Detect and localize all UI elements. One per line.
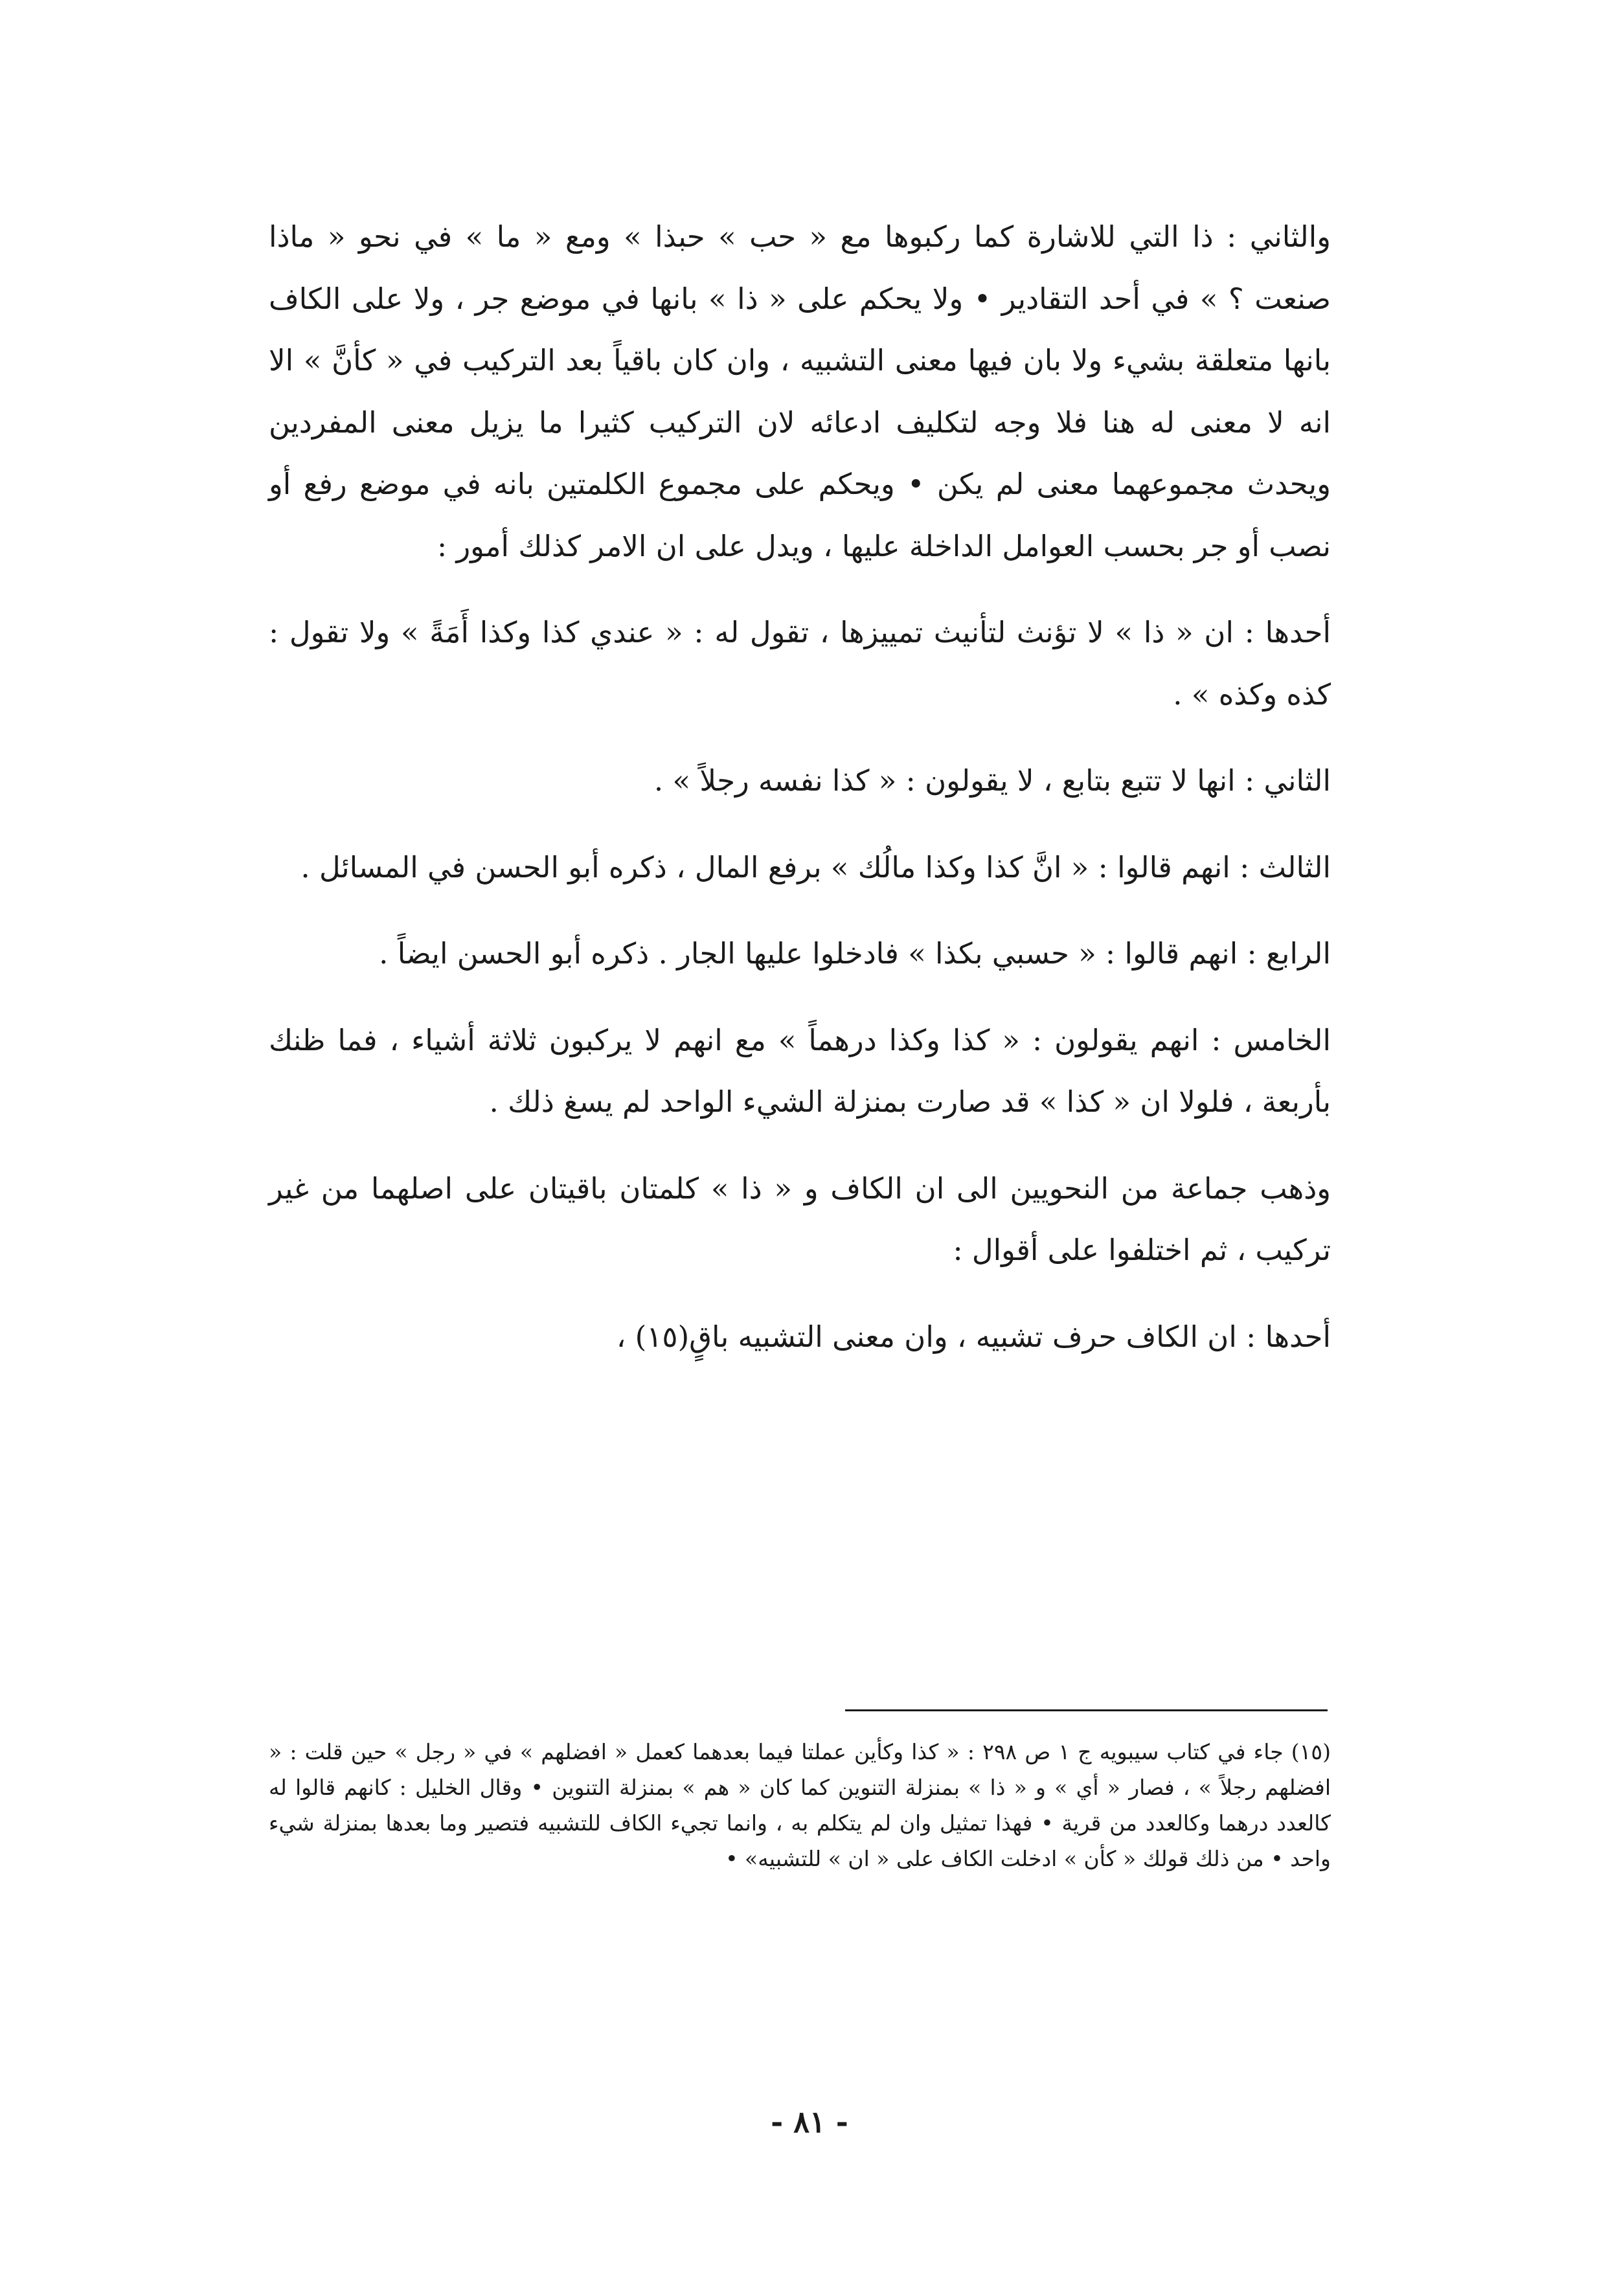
footnotes xyxy=(269,1734,1331,1876)
paragraph-third-evidence: الثالث : انهم قالوا : « انَّ كذا وكذا مالُك » برفع المال ، ذكره أبو الحسن في المسائل . xyxy=(300,850,1331,884)
paragraph-second-view: والثاني : ذا التي للاشارة كما ركبوها مع « حب » حبذا » ومع « ما » في نحو « ماذا صنعت ؟ » في أحد التقادير • ولا يحكم على « ذا » بانها في موضع جر ، ولا على الكاف بانها متعلقة بشيء ولا بان فيها معنى التشبيه ، وان كان باقياً بعد التركيب في « كأنَّ » الا انه لا معنى له هنا فلا وجه لتكليف ادعائه لان التركيب كثيرا ما يزيل معنى المفردين ويحدث مجموعهما معنى لم يكن • ويحكم على مجموع الكلمتين بانه في موضع رفع أو نصب أو جر بحسب العوامل الداخلة عليها ، ويدل على ان الامر كذلك أمور : xyxy=(269,219,1331,563)
paragraph-second-evidence: الثاني : انها لا تتبع بتابع ، لا يقولون : « كذا نفسه رجلاً » . xyxy=(653,763,1331,798)
paragraph-fourth-evidence: الرابع : انهم قالوا : « حسبي بكذا » فادخلوا عليها الجار . ذكره أبو الحسن ايضاً . xyxy=(379,936,1331,971)
paragraph-first-opinion: أحدها : ان الكاف حرف تشبيه ، وان معنى التشبيه باقٍ(١٥) ، xyxy=(616,1319,1331,1354)
main-text xyxy=(269,206,1331,1367)
paragraph-other-grammarians: وذهب جماعة من النحويين الى ان الكاف و « ذا » كلمتان باقيتان على اصلهما من غير تركيب ، ثم اختلفوا على أقوال : xyxy=(269,1171,1331,1267)
page-number: - ٨١ - xyxy=(771,2104,848,2139)
footnote-divider xyxy=(845,1709,1328,1711)
footnote-15: (١٥) جاء في كتاب سيبويه ج ١ ص ٢٩٨ : « كذا وكأين عملتا فيما بعدهما كعمل « افضلهم » في « رجل » حين قلت : « افضلهم رجلاً » ، فصار « أي » و « ذا » بمنزلة التنوين كما كان « هم » بمنزلة التنوين • وقال الخليل : كانهم قالوا له كالعدد درهما وكالعدد من قرية • فهذا تمثيل وان لم يتكلم به ، وانما تجيء الكاف للتشبيه فتصير وما بعدها بمنزلة شيء واحد • من ذلك قولك « كأن » ادخلت الكاف على « ان » للتشبيه» • xyxy=(269,1739,1331,1871)
paragraph-first-evidence: أحدها : ان « ذا » لا تؤنث لتأنيث تمييزها ، تقول له : « عندي كذا وكذا أَمَةً » ولا تقول : كذه وكذه » . xyxy=(269,615,1331,712)
paragraph-fifth-evidence: الخامس : انهم يقولون : « كذا وكذا درهماً » مع انهم لا يركبون ثلاثة أشياء ، فما ظنك بأربعة ، فلولا ان « كذا » قد صارت بمنزلة الشيء الواحد لم يسغ ذلك . xyxy=(269,1022,1331,1119)
